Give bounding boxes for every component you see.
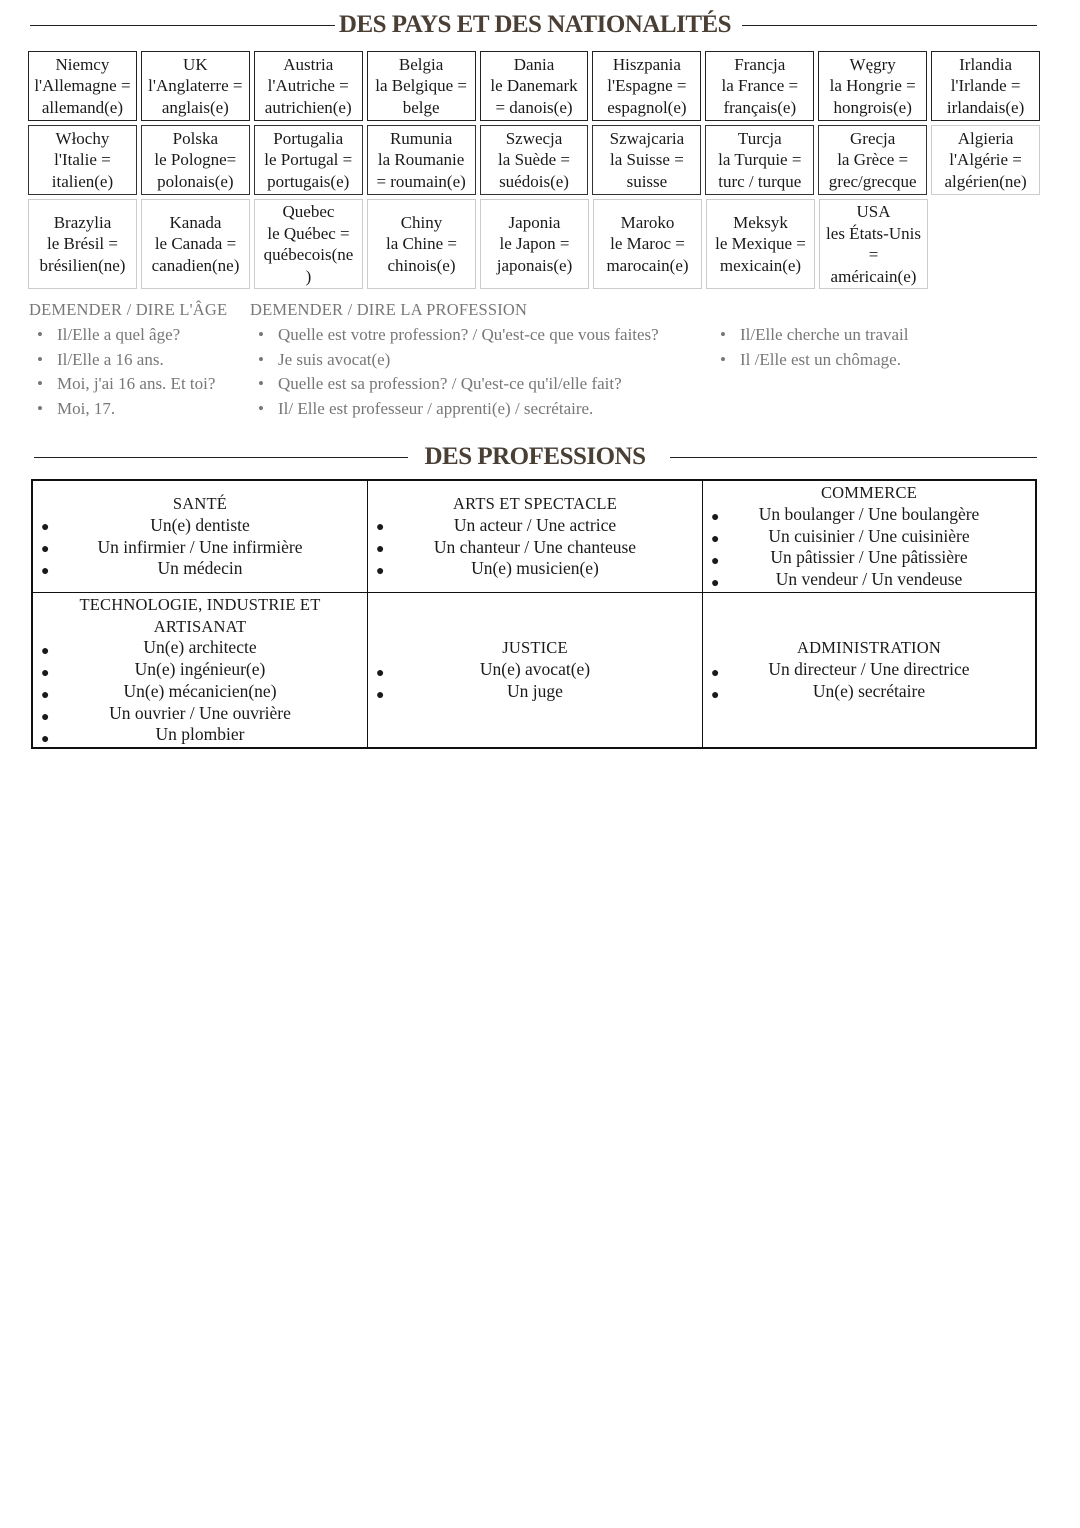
nations-row-2 — [28, 125, 1040, 195]
nation-cell: Brazylia le Brésil = brésilien(ne) — [28, 199, 137, 289]
list-item: • Quelle est votre profession? / Qu'est-ce que vous faites? — [250, 323, 659, 348]
list-item: • Il/Elle cherche un travail — [712, 323, 909, 348]
nations-row-1 — [28, 51, 1040, 121]
nation-cell: Szwecja la Suède = suédois(e) — [480, 125, 589, 195]
nation-cell: Szwajcaria la Suisse = suisse — [592, 125, 701, 195]
list-item: • Je suis avocat(e) — [250, 348, 659, 373]
professions-heading — [30, 442, 1040, 472]
professions-title: DES PROFESSIONS — [424, 443, 646, 470]
nation-cell: Niemcy l'Allemagne = allemand(e) — [28, 51, 137, 121]
tech-cell: ● ● ● ● ● TECHNOLOGIE, INDUSTRIE ET ARTISANAT Un(e) architecte Un(e) ingénieur(e) Un(e) mécanicien(ne) Un ouvrier / Une ouvrière Un plombier — [33, 593, 368, 747]
sante-cell: ● ● ● SANTÉ Un(e) dentiste Un infirmier / Une infirmière Un médecin — [33, 481, 368, 593]
nation-cell: Meksyk le Mexique = mexicain(e) — [706, 199, 815, 289]
nation-cell: Quebec le Québec = québecois(ne ) — [254, 199, 363, 289]
nation-cell: USA les États-Unis = américain(e) — [819, 199, 928, 289]
nation-cell: Austria l'Autriche = autrichien(e) — [254, 51, 363, 121]
professions-table — [31, 479, 1037, 749]
commerce-cell: ● ● ● ● COMMERCE Un boulanger / Une boulangère Un cuisinier / Une cuisinière Un pâtissier / Une pâtissière Un vendeur / Un vendeuse — [703, 481, 1035, 593]
nation-cell: UK l'Anglaterre = anglais(e) — [141, 51, 250, 121]
profession-talk-heading: DEMENDER / DIRE LA PROFESSION — [250, 300, 528, 319]
nations-row-3 — [28, 199, 1040, 289]
nations-grid — [28, 51, 1040, 293]
countries-title: DES PAYS ET DES NATIONALITÉS — [338, 11, 732, 38]
nation-cell: Japonia le Japon = japonais(e) — [480, 199, 589, 289]
nation-cell: Włochy l'Italie = italien(e) — [28, 125, 137, 195]
nation-cell: Węgry la Hongrie = hongrois(e) — [818, 51, 927, 121]
arts-cell: ● ● ● ARTS ET SPECTACLE Un acteur / Une actrice Un chanteur / Une chanteuse Un(e) musicien(e) — [368, 481, 703, 593]
list-item: • Quelle est sa profession? / Qu'est-ce qu'il/elle fait? — [250, 372, 659, 397]
nation-cell: Rumunia la Roumanie = roumain(e) — [367, 125, 476, 195]
list-item: • Il/ Elle est professeur / apprenti(e) / secrétaire. — [250, 397, 659, 422]
nation-cell: Maroko le Maroc = marocain(e) — [593, 199, 702, 289]
list-item: • Il/Elle a 16 ans. — [29, 348, 227, 373]
admin-cell: ● ● ADMINISTRATION Un directeur / Une directrice Un(e) secrétaire — [711, 638, 970, 703]
age-section — [29, 300, 227, 421]
nation-cell: Belgia la Belgique = belge — [367, 51, 476, 121]
list-item: • Il/Elle a quel âge? — [29, 323, 227, 348]
list-item: • Il /Elle est un chômage. — [712, 348, 909, 373]
justice-cell: ● ● JUSTICE Un(e) avocat(e) Un juge — [368, 593, 703, 747]
nation-cell: Hiszpania l'Espagne = espagnol(e) — [592, 51, 701, 121]
nation-cell: Portugalia le Portugal = portugais(e) — [254, 125, 363, 195]
nation-cell: Dania le Danemark = danois(e) — [480, 51, 589, 121]
profession-extra-section — [712, 323, 909, 372]
countries-heading — [30, 10, 1040, 40]
nation-cell: Polska le Pologne= polonais(e) — [141, 125, 250, 195]
nation-cell: Grecja la Grèce = grec/grecque — [818, 125, 927, 195]
age-heading: DEMENDER / DIRE L'ÂGE — [29, 300, 228, 319]
nation-cell: Chiny la Chine = chinois(e) — [367, 199, 476, 289]
nation-cell: Turcja la Turquie = turc / turque — [705, 125, 814, 195]
list-item: • Moi, 17. — [29, 397, 227, 422]
nation-cell: Kanada le Canada = canadien(ne) — [141, 199, 250, 289]
list-item: • Moi, j'ai 16 ans. Et toi? — [29, 372, 227, 397]
nation-cell: Algieria l'Algérie = algérien(ne) — [931, 125, 1040, 195]
profession-talk-section — [250, 300, 659, 421]
nation-cell: Francja la France = français(e) — [705, 51, 814, 121]
nation-cell: Irlandia l'Irlande = irlandais(e) — [931, 51, 1040, 121]
